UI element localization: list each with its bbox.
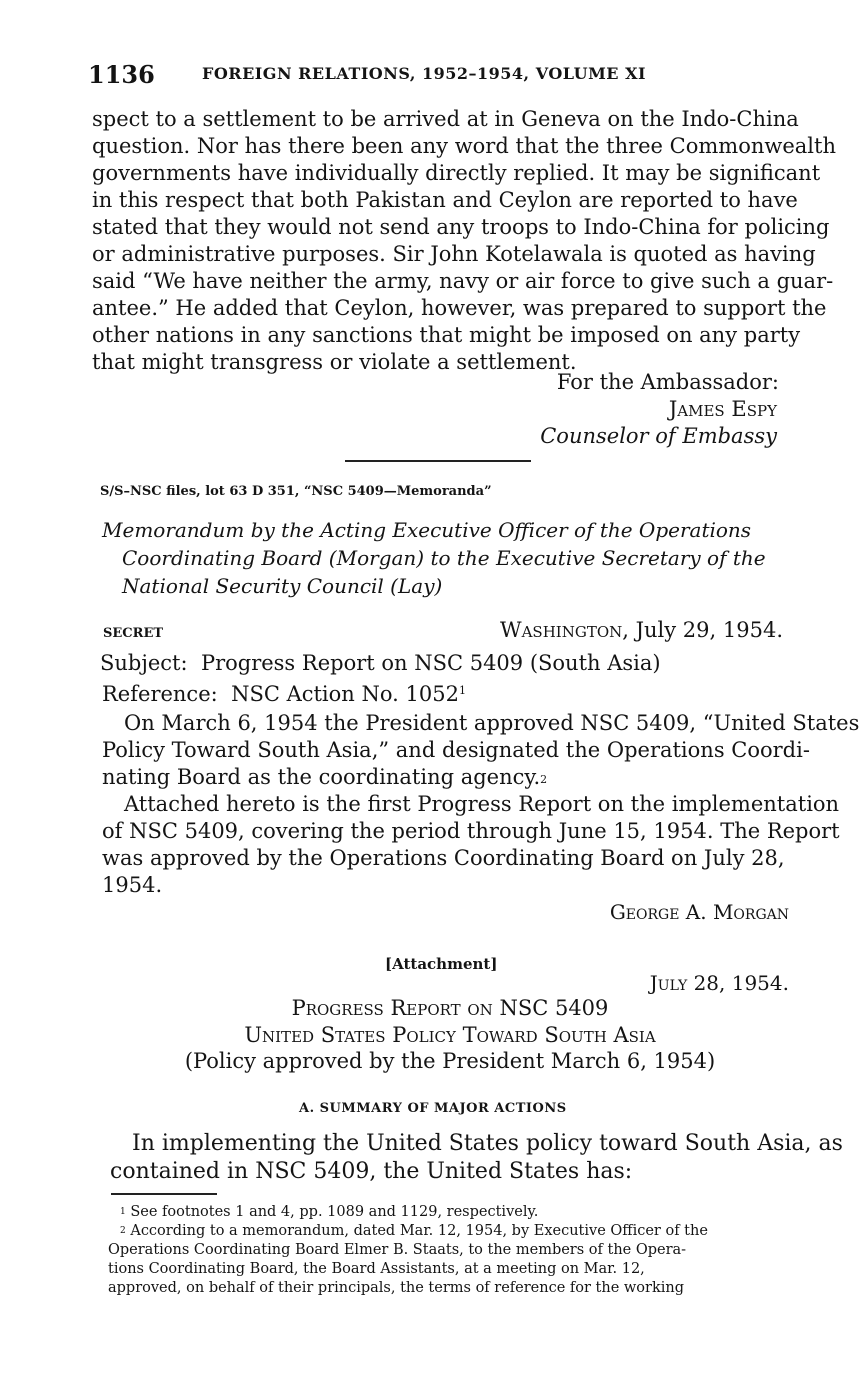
footnote-number: 1 bbox=[120, 1207, 126, 1217]
footnotes bbox=[108, 1203, 708, 1298]
source-note: S/S–NSC files, lot 63 D 351, “NSC 5409—Memoranda” bbox=[100, 484, 492, 499]
classification-marking: SECRET bbox=[103, 626, 164, 641]
footnote-text: tions Coordinating Board, the Board Assistants, at a meeting on Mar. 12, bbox=[108, 1261, 645, 1277]
memo-title bbox=[102, 516, 766, 600]
reference-label: Reference: bbox=[102, 682, 218, 706]
reference-line bbox=[102, 682, 466, 706]
footnote-divider bbox=[111, 1193, 217, 1195]
text-line: question. Nor has there been any word that the three Commonwealth bbox=[92, 134, 836, 158]
paragraph-approved bbox=[102, 710, 859, 791]
report-title: Progress Report on NSC 5409 bbox=[291, 996, 609, 1020]
memo-title-line: Coordinating Board (Morgan) to the Executive Secretary of the bbox=[122, 546, 766, 570]
subject-text: Progress Report on NSC 5409 (South Asia) bbox=[200, 651, 661, 675]
text-line: governments have individually directly replied. It may be significant bbox=[92, 161, 821, 185]
footnote-marker: 1 bbox=[458, 684, 466, 697]
text-line: Attached hereto is the first Progress Report on the implementation bbox=[124, 792, 840, 816]
text-line: other nations in any sanctions that might be imposed on any party bbox=[92, 323, 801, 347]
dateline-place: Washington bbox=[500, 618, 623, 642]
text-line: spect to a settlement to be arrived at in Geneva on the Indo-China bbox=[92, 107, 799, 131]
continued-paragraph bbox=[92, 106, 836, 376]
text-line: said “We have neither the army, navy or air force to give such a guar- bbox=[92, 269, 834, 293]
text-line: stated that they would not send any troops to Indo-China for policing bbox=[92, 215, 830, 239]
dateline-date: , July 29, 1954. bbox=[622, 618, 783, 642]
report-subtitle: United States Policy Toward South Asia bbox=[244, 1023, 656, 1047]
footnote bbox=[108, 1203, 708, 1222]
attachment-label: [Attachment] bbox=[385, 955, 498, 973]
text-line: antee.” He added that Ceylon, however, was prepared to support the bbox=[92, 296, 827, 320]
text-line: of NSC 5409, covering the period through June 15, 1954. The Report bbox=[102, 819, 840, 843]
text-line: or administrative purposes. Sir John Kotelawala is quoted as having bbox=[92, 242, 816, 266]
footnote-text: approved, on behalf of their principals, the terms of reference for the working bbox=[108, 1280, 685, 1296]
page-number: 1136 bbox=[88, 60, 155, 89]
text-line: On March 6, 1954 the President approved NSC 5409, “United States bbox=[124, 711, 860, 735]
signatory-name: George A. Morgan bbox=[609, 900, 789, 924]
footnote-text: According to a memorandum, dated Mar. 12, 1954, by Executive Officer of the bbox=[130, 1223, 708, 1239]
text-line: that might transgress or violate a settlement. bbox=[92, 350, 577, 374]
text-line: contained in NSC 5409, the United States has: bbox=[110, 1159, 633, 1184]
section-divider bbox=[345, 460, 531, 462]
report-policy-note: (Policy approved by the President March 6, 1954) bbox=[184, 1049, 716, 1073]
paragraph-implementing bbox=[110, 1130, 843, 1186]
text-segment: nating Board as the coordinating agency. bbox=[102, 765, 541, 789]
running-header-title: FOREIGN RELATIONS, 1952–1954, VOLUME XI bbox=[202, 64, 646, 83]
footnote-text: Operations Coordinating Board Elmer B. Staats, to the members of the Opera- bbox=[108, 1242, 687, 1258]
footnote bbox=[108, 1222, 708, 1241]
signatory-name: James Espy bbox=[668, 397, 777, 421]
footnote-marker: 2 bbox=[540, 773, 548, 786]
signatory-title: Counselor of Embassy bbox=[540, 424, 777, 448]
footnote-number: 2 bbox=[120, 1226, 126, 1236]
signature-closing: For the Ambassador: bbox=[556, 370, 779, 394]
dateline bbox=[500, 618, 783, 642]
subject-line bbox=[100, 651, 661, 675]
text-line: 1954. bbox=[102, 873, 163, 897]
reference-text: NSC Action No. 1052 bbox=[231, 682, 459, 706]
text-line: in this respect that both Pakistan and Ceylon are reported to have bbox=[92, 188, 798, 212]
subject-label: Subject: bbox=[100, 651, 188, 675]
text-line bbox=[102, 764, 859, 791]
text-line: Policy Toward South Asia,” and designated the Operations Coordi- bbox=[102, 738, 810, 762]
attachment-date: July 28, 1954. bbox=[649, 971, 789, 995]
memo-title-line: Memorandum by the Acting Executive Officer of the Operations bbox=[102, 518, 752, 542]
paragraph-attached bbox=[102, 791, 840, 899]
footnote-text: See footnotes 1 and 4, pp. 1089 and 1129, respectively. bbox=[130, 1204, 539, 1220]
section-heading: A. SUMMARY OF MAJOR ACTIONS bbox=[299, 1101, 567, 1116]
memo-title-line: National Security Council (Lay) bbox=[122, 574, 443, 598]
text-line: was approved by the Operations Coordinating Board on July 28, bbox=[102, 846, 785, 870]
text-line: In implementing the United States policy toward South Asia, as bbox=[132, 1131, 843, 1156]
